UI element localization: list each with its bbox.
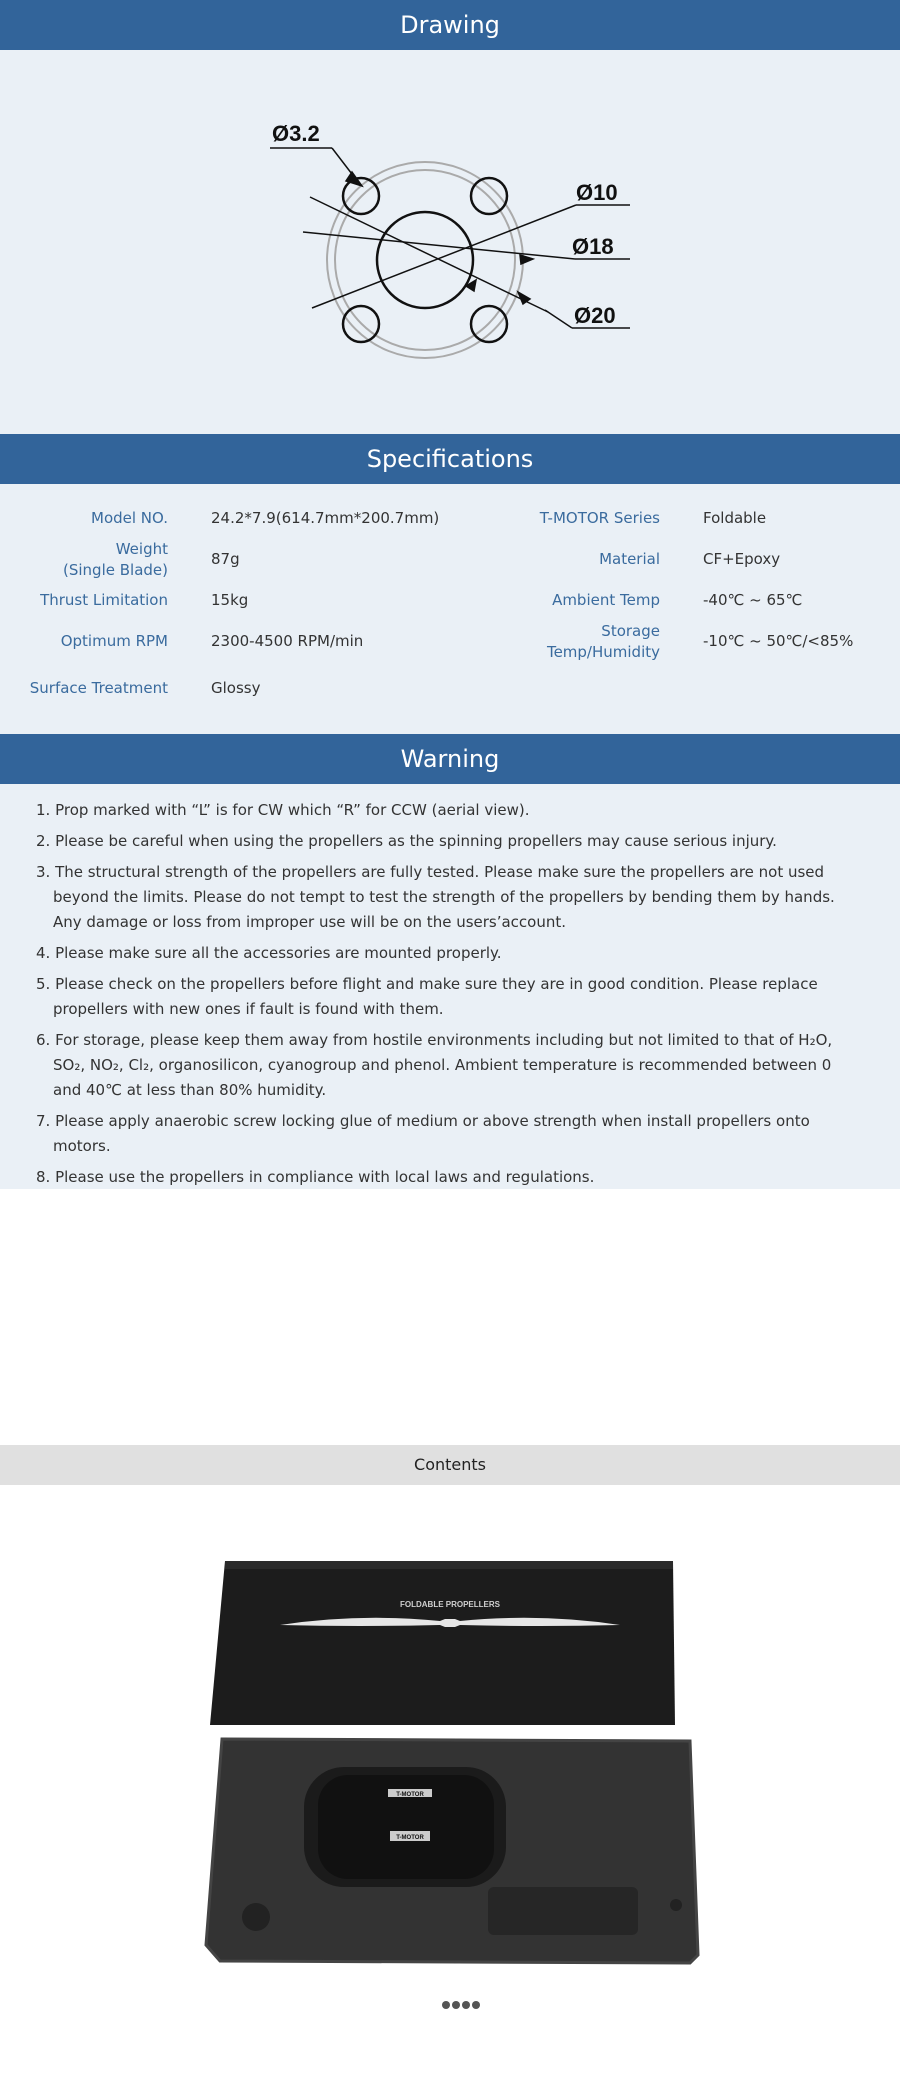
warning-item: 8. Please use the propellers in compliance with local laws and regulations.	[36, 1168, 595, 1186]
dim-label-20: Ø20	[574, 303, 616, 328]
spec-label-model: Model NO.	[91, 509, 168, 527]
dim-label-18: Ø18	[572, 234, 614, 259]
spec-value-weight: 87g	[211, 550, 240, 568]
center-hole	[377, 212, 473, 308]
warning-item: 7. Please apply anaerobic screw locking glue of medium or above strength when install propellers onto motors.	[36, 1112, 810, 1155]
dim-label-3-2: Ø3.2	[272, 121, 320, 146]
warning-list	[36, 798, 836, 1196]
spec-label-storage-sub: Temp/Humidity	[546, 643, 660, 661]
spec-value-surface: Glossy	[211, 679, 261, 697]
warning-item: 2. Please be careful when using the propellers as the spinning propellers may cause serious injury.	[36, 832, 777, 850]
warning-item: 4. Please make sure all the accessories are mounted properly.	[36, 944, 502, 962]
warning-item: 5. Please check on the propellers before flight and make sure they are in good condition. Please replace propellers with new ones if fault is found with them.	[36, 975, 818, 1018]
drawing-header	[0, 0, 900, 50]
spec-label-storage: Storage	[601, 622, 660, 640]
specifications-header	[0, 434, 900, 484]
spec-label-thrust: Thrust Limitation	[40, 591, 168, 609]
outer-circle-20	[327, 162, 523, 358]
propeller-hub-drawing	[0, 50, 900, 434]
bag-label-2: T-MOTOR	[396, 1835, 424, 1841]
spec-value-ambient-temp: -40℃ ~ 65℃	[703, 591, 803, 609]
arrow-18	[520, 255, 533, 264]
warning-header	[0, 734, 900, 784]
drawing-title: Drawing	[400, 11, 500, 39]
spec-label-surface: Surface Treatment	[29, 679, 168, 697]
tray-slot	[488, 1887, 638, 1935]
spec-value-storage: -10℃ ~ 50℃/<85%	[703, 632, 854, 650]
screws	[442, 2001, 480, 2009]
spec-label-rpm: Optimum RPM	[60, 632, 168, 650]
spec-label-weight: Weight	[115, 540, 168, 558]
contents-header	[0, 1445, 900, 1485]
box-lid	[210, 1561, 675, 1725]
warning-title: Warning	[400, 745, 500, 773]
spec-value-rpm: 2300-4500 RPM/min	[211, 632, 364, 650]
warning-item: 1. Prop marked with “L” is for CW which “R” for CCW (aerial view).	[36, 801, 530, 819]
spec-label-weight-sub: (Single Blade)	[63, 561, 168, 579]
spec-value-material: CF+Epoxy	[703, 550, 781, 568]
spec-value-model: 24.2*7.9(614.7mm*200.7mm)	[211, 509, 440, 527]
box-title: FOLDABLE PROPELLERS	[399, 1600, 501, 1609]
spec-label-material: Material	[599, 550, 660, 568]
outer-circle-18	[335, 170, 515, 350]
warning-item: 3. The structural strength of the propellers are fully tested. Please make sure the propellers are not used beyond the limits. Please do not tempt to test the strength of the propellers by bending them by hands. Any damage or loss from improper use will be on the users’account.	[36, 863, 835, 931]
dim-label-10: Ø10	[576, 180, 618, 205]
spec-label-series: T-MOTOR Series	[539, 509, 660, 527]
contents-title: Contents	[414, 1455, 486, 1474]
spec-value-series: Foldable	[703, 509, 767, 527]
warning-section	[0, 784, 900, 1189]
tray-knob	[242, 1903, 270, 1931]
spec-label-ambient-temp: Ambient Temp	[552, 591, 660, 609]
propeller-box-illustration	[0, 1485, 900, 2076]
warning-item: 6. For storage, please keep them away from hostile environments including but not limited to that of H₂O, SO₂, NO₂, Cl₂, organosilicon, cyanogroup and phenol. Ambient temperature is recommended between 0 and 40℃ at less than 80% humidity.	[36, 1031, 833, 1099]
spec-value-thrust: 15kg	[211, 591, 249, 609]
specifications-title: Specifications	[366, 445, 534, 473]
contents-photo	[0, 1485, 900, 2076]
bag-label-1: T-MOTOR	[396, 1792, 424, 1798]
drawing-section	[0, 50, 900, 434]
specifications-section	[0, 484, 900, 734]
